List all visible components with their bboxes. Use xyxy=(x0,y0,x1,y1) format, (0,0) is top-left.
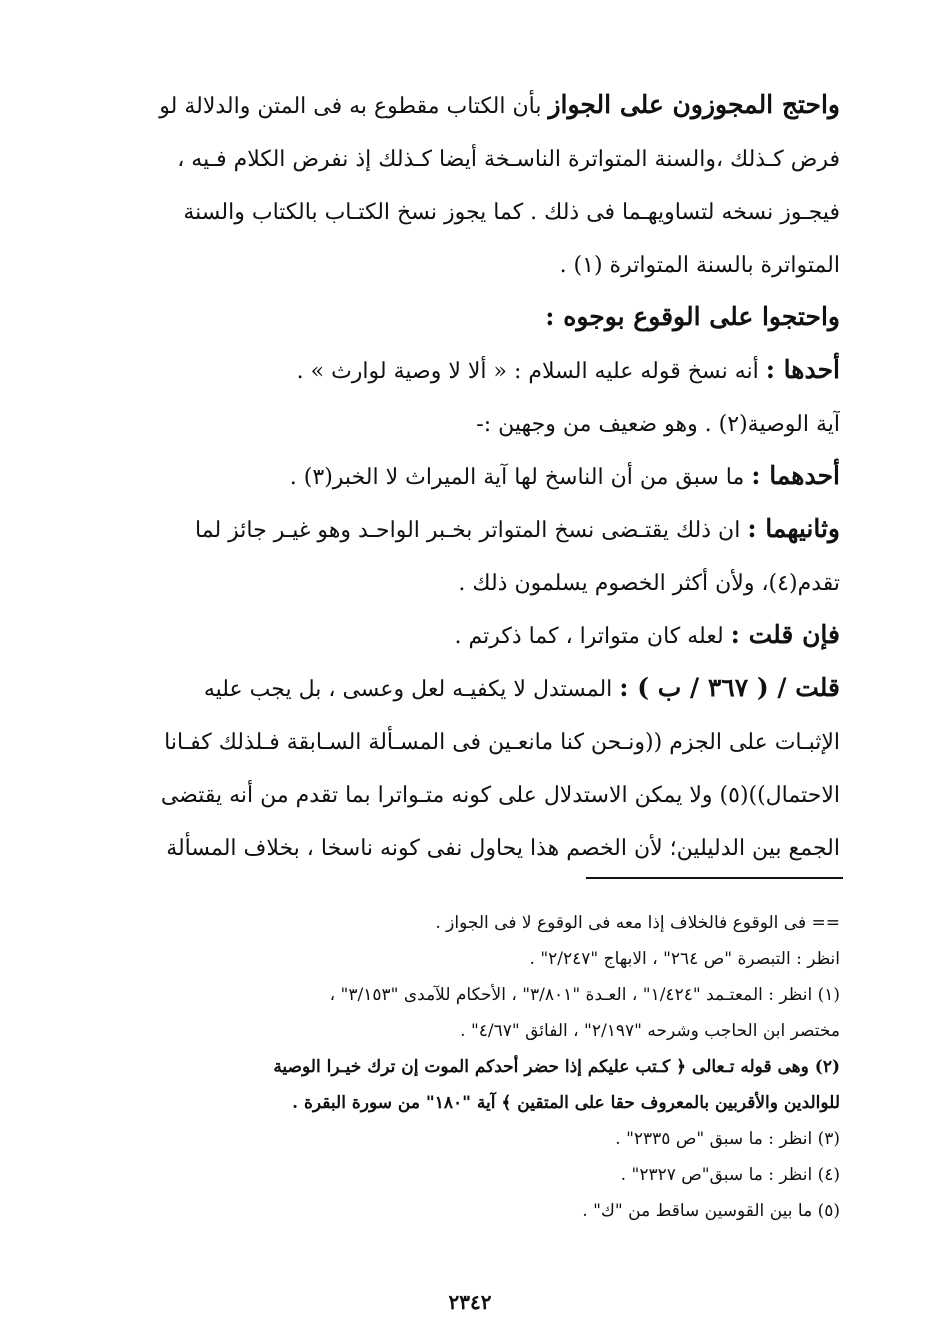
footnote-line: == فى الوقوع فالخلاف إذا معه فى الوقوع لا فى الجواز . xyxy=(435,913,840,933)
footnote-line: (٥) ما بين القوسين ساقط من "ك" . xyxy=(582,1201,840,1221)
line-text: بأن الكتاب مقطوع به فى المتن والدلالة لو xyxy=(159,94,549,119)
text-line xyxy=(128,131,840,184)
line-text: ما سبق من أن الناسخ لها آية الميراث لا الخبر(٣) . xyxy=(289,465,752,490)
text-line xyxy=(128,555,840,608)
text-line xyxy=(128,396,840,449)
text-line xyxy=(128,343,840,396)
footnote-line: (٤) انظر : ما سبق"ص ٢٣٢٧" . xyxy=(620,1165,840,1185)
bold-lead: واحتجوا على الوقوع بوجوه : xyxy=(545,302,840,331)
footnote-line: (٣) انظر : ما سبق "ص ٢٣٣٥" . xyxy=(615,1129,840,1149)
text-line xyxy=(128,608,840,661)
line-text: المستدل لا يكفيـه لعل وعسى ، بل يجب عليه xyxy=(203,677,620,702)
footnote-line: للوالدين والأقربين بالمعروف حقا على المتقين ﴾ آية "١٨٠" من سورة البقرة . xyxy=(292,1093,840,1113)
main-text xyxy=(128,78,840,873)
footnote-line: مختصر ابن الحاجب وشرحه "٢/١٩٧" ، الفائق "٤/٦٧" . xyxy=(460,1021,840,1041)
line-text: المتواترة بالسنة المتواترة (١) . xyxy=(559,253,840,278)
bold-lead: قلت / ( ٣٦٧ / ب ) : xyxy=(619,673,840,702)
line-text: آية الوصية(٢) . وهو ضعيف من وجهين :- xyxy=(476,412,840,437)
text-line xyxy=(128,290,840,343)
text-line xyxy=(128,767,840,820)
line-text: الاحتمال))(٥) ولا يمكن الاستدلال على كونه متـواترا بما تقدم من أنه يقتضى xyxy=(160,783,840,808)
text-line xyxy=(128,449,840,502)
text-line xyxy=(128,502,840,555)
page-number: ٢٣٤٢ xyxy=(448,1290,492,1314)
line-text: أنه نسخ قوله عليه السلام : « ألا لا وصية لوارث » . xyxy=(296,359,766,384)
bold-lead: وثانيهما : xyxy=(747,514,840,543)
bold-lead: واحتج المجوزون على الجواز xyxy=(548,90,840,119)
line-text: لعله كان متواترا ، كما ذكرتم . xyxy=(454,624,731,649)
text-line xyxy=(128,714,840,767)
bold-lead: فإن قلت : xyxy=(730,620,840,649)
text-line xyxy=(128,237,840,290)
footnote-line: (٢) وهى قوله تـعالى ﴿ كـتب عليكم إذا حضر أحدكم الموت إن ترك خيـرا الوصية xyxy=(273,1057,840,1077)
line-text: الجمع بين الدليلين؛ لأن الخصم هذا يحاول نفى كونه ناسخا ، بخلاف المسألة xyxy=(166,836,840,861)
line-text: تقدم(٤)، ولأن أكثر الخصوم يسلمون ذلك . xyxy=(458,571,840,596)
bold-lead: أحدها : xyxy=(765,355,840,384)
text-line xyxy=(128,78,840,131)
line-text: فرض كـذلك ،والسنة المتواترة الناسـخة أيضا كـذلك إذ نفرض الكلام فـيه ، xyxy=(177,147,840,172)
text-line xyxy=(128,184,840,237)
footnote-line: انظر : التبصرة "ص ٢٦٤" ، الابهاج "٢/٢٤٧" . xyxy=(529,949,840,969)
line-text: ان ذلك يقتـضى نسخ المتواتر بخـبر الواحـد وهو غيـر جائز لما xyxy=(195,518,748,543)
line-text: الإثبـات على الجزم ((ونـحن كنا مانعـين فى المسـألة السـابقة فـلذلك كفـانا xyxy=(164,730,840,755)
text-line xyxy=(128,820,840,873)
bold-lead: أحدهما : xyxy=(751,461,840,490)
line-text: فيجـوز نسخه لتساويهـما فى ذلك . كما يجوز نسخ الكتـاب بالكتاب والسنة xyxy=(183,200,840,225)
footnotes xyxy=(128,905,840,1229)
text-line xyxy=(128,661,840,714)
footnote-line: (١) انظر : المعتـمد "١/٤٢٤" ، العـدة "٣/٨٠١" ، الأحكام للآمدى "٣/١٥٣" ، xyxy=(329,985,840,1005)
footnote-separator xyxy=(586,877,843,879)
